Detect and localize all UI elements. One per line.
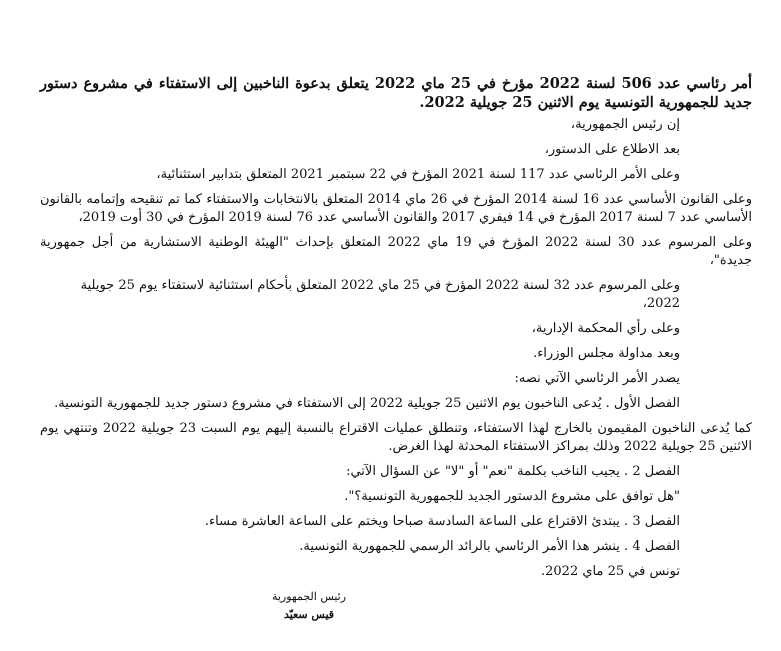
signature-block: [264, 588, 354, 624]
paragraph-organic-law-16: وعلى القانون الأساسي عدد 16 لسنة 2014 المؤرخ في 26 ماي 2014 المتعلق بالانتخابات والاستفتاء كما تم تنقيحه وإتمامه بالقانون الأساسي عدد 7 لسنة 2017 المؤرخ في 14 فيفري 2017 والقانون الأساسي عدد 76 لسنة 2019 المؤرخ في 30 أوت 2019،: [40, 192, 752, 225]
article-3: الفصل 3 . يبتدئ الاقتراع على الساعة السادسة صباحا ويختم على الساعة العاشرة مساء.: [204, 514, 680, 529]
article-1-abroad: كما يُدعى الناخبون المقيمون بالخارج لهذا الاستفتاء، وتنطلق عمليات الاقتراع بالنسبة إليهم يوم السبت 23 جويلية 2022 وتنتهي يوم الاثنين 25 جويلية 2022 وذلك بمراكز الاستفتاء المحدثة لهذا الغرض.: [40, 421, 752, 454]
paragraph-preamble: إن رئيس الجمهورية،: [570, 117, 680, 132]
paragraph-decree-30: وعلى المرسوم عدد 30 لسنة 2022 المؤرخ في 19 ماي 2022 المتعلق بإحداث "الهيئة الوطنية الاستشارية من أجل جمهورية جديدة"،: [40, 235, 753, 268]
decree-title: أمر رئاسي عدد 506 لسنة 2022 مؤرخ في 25 ماي 2022 يتعلق بدعوة الناخبين إلى الاستفتاء في مشروع دستور جديد للجمهورية التونسية يوم الاثنين 25 جويلية 2022.: [40, 75, 752, 111]
paragraph-constitution: بعد الاطلاع على الدستور،: [544, 142, 680, 157]
article-1: الفصل الأول . يُدعى الناخبون يوم الاثنين 25 جويلية 2022 إلى الاستفتاء في مشروع دستور جديد للجمهورية التونسية.: [54, 396, 680, 411]
paragraph-council: وبعد مداولة مجلس الوزراء.: [533, 346, 680, 361]
decree-body: [40, 74, 752, 588]
article-2-question: "هل توافق على مشروع الدستور الجديد للجمهورية التونسية؟".: [344, 489, 680, 504]
paragraph-decree-32: وعلى المرسوم عدد 32 لسنة 2022 المؤرخ في 25 ماي 2022 المتعلق بأحكام استثنائية لاستفتاء يوم 25 جويلية 2022،: [80, 278, 680, 311]
paragraph-issuance: يصدر الأمر الرئاسي الآتي نصه:: [514, 371, 680, 386]
signature-name: قيس سعيّد: [283, 608, 335, 621]
signature-role: رئيس الجمهورية: [271, 590, 347, 603]
paragraph-admin-court: وعلى رأي المحكمة الإدارية،: [531, 321, 680, 336]
article-2: الفصل 2 . يجيب الناخب بكلمة "نعم" أو "لا" عن السؤال الآتي:: [346, 464, 680, 479]
article-4: الفصل 4 . ينشر هذا الأمر الرئاسي بالرائد الرسمي للجمهورية التونسية.: [299, 539, 680, 554]
paragraph-decree-117: وعلى الأمر الرئاسي عدد 117 لسنة 2021 المؤرخ في 22 سبتمبر 2021 المتعلق بتدابير استثنائية،: [156, 167, 680, 182]
date-line: تونس في 25 ماي 2022.: [541, 564, 680, 579]
